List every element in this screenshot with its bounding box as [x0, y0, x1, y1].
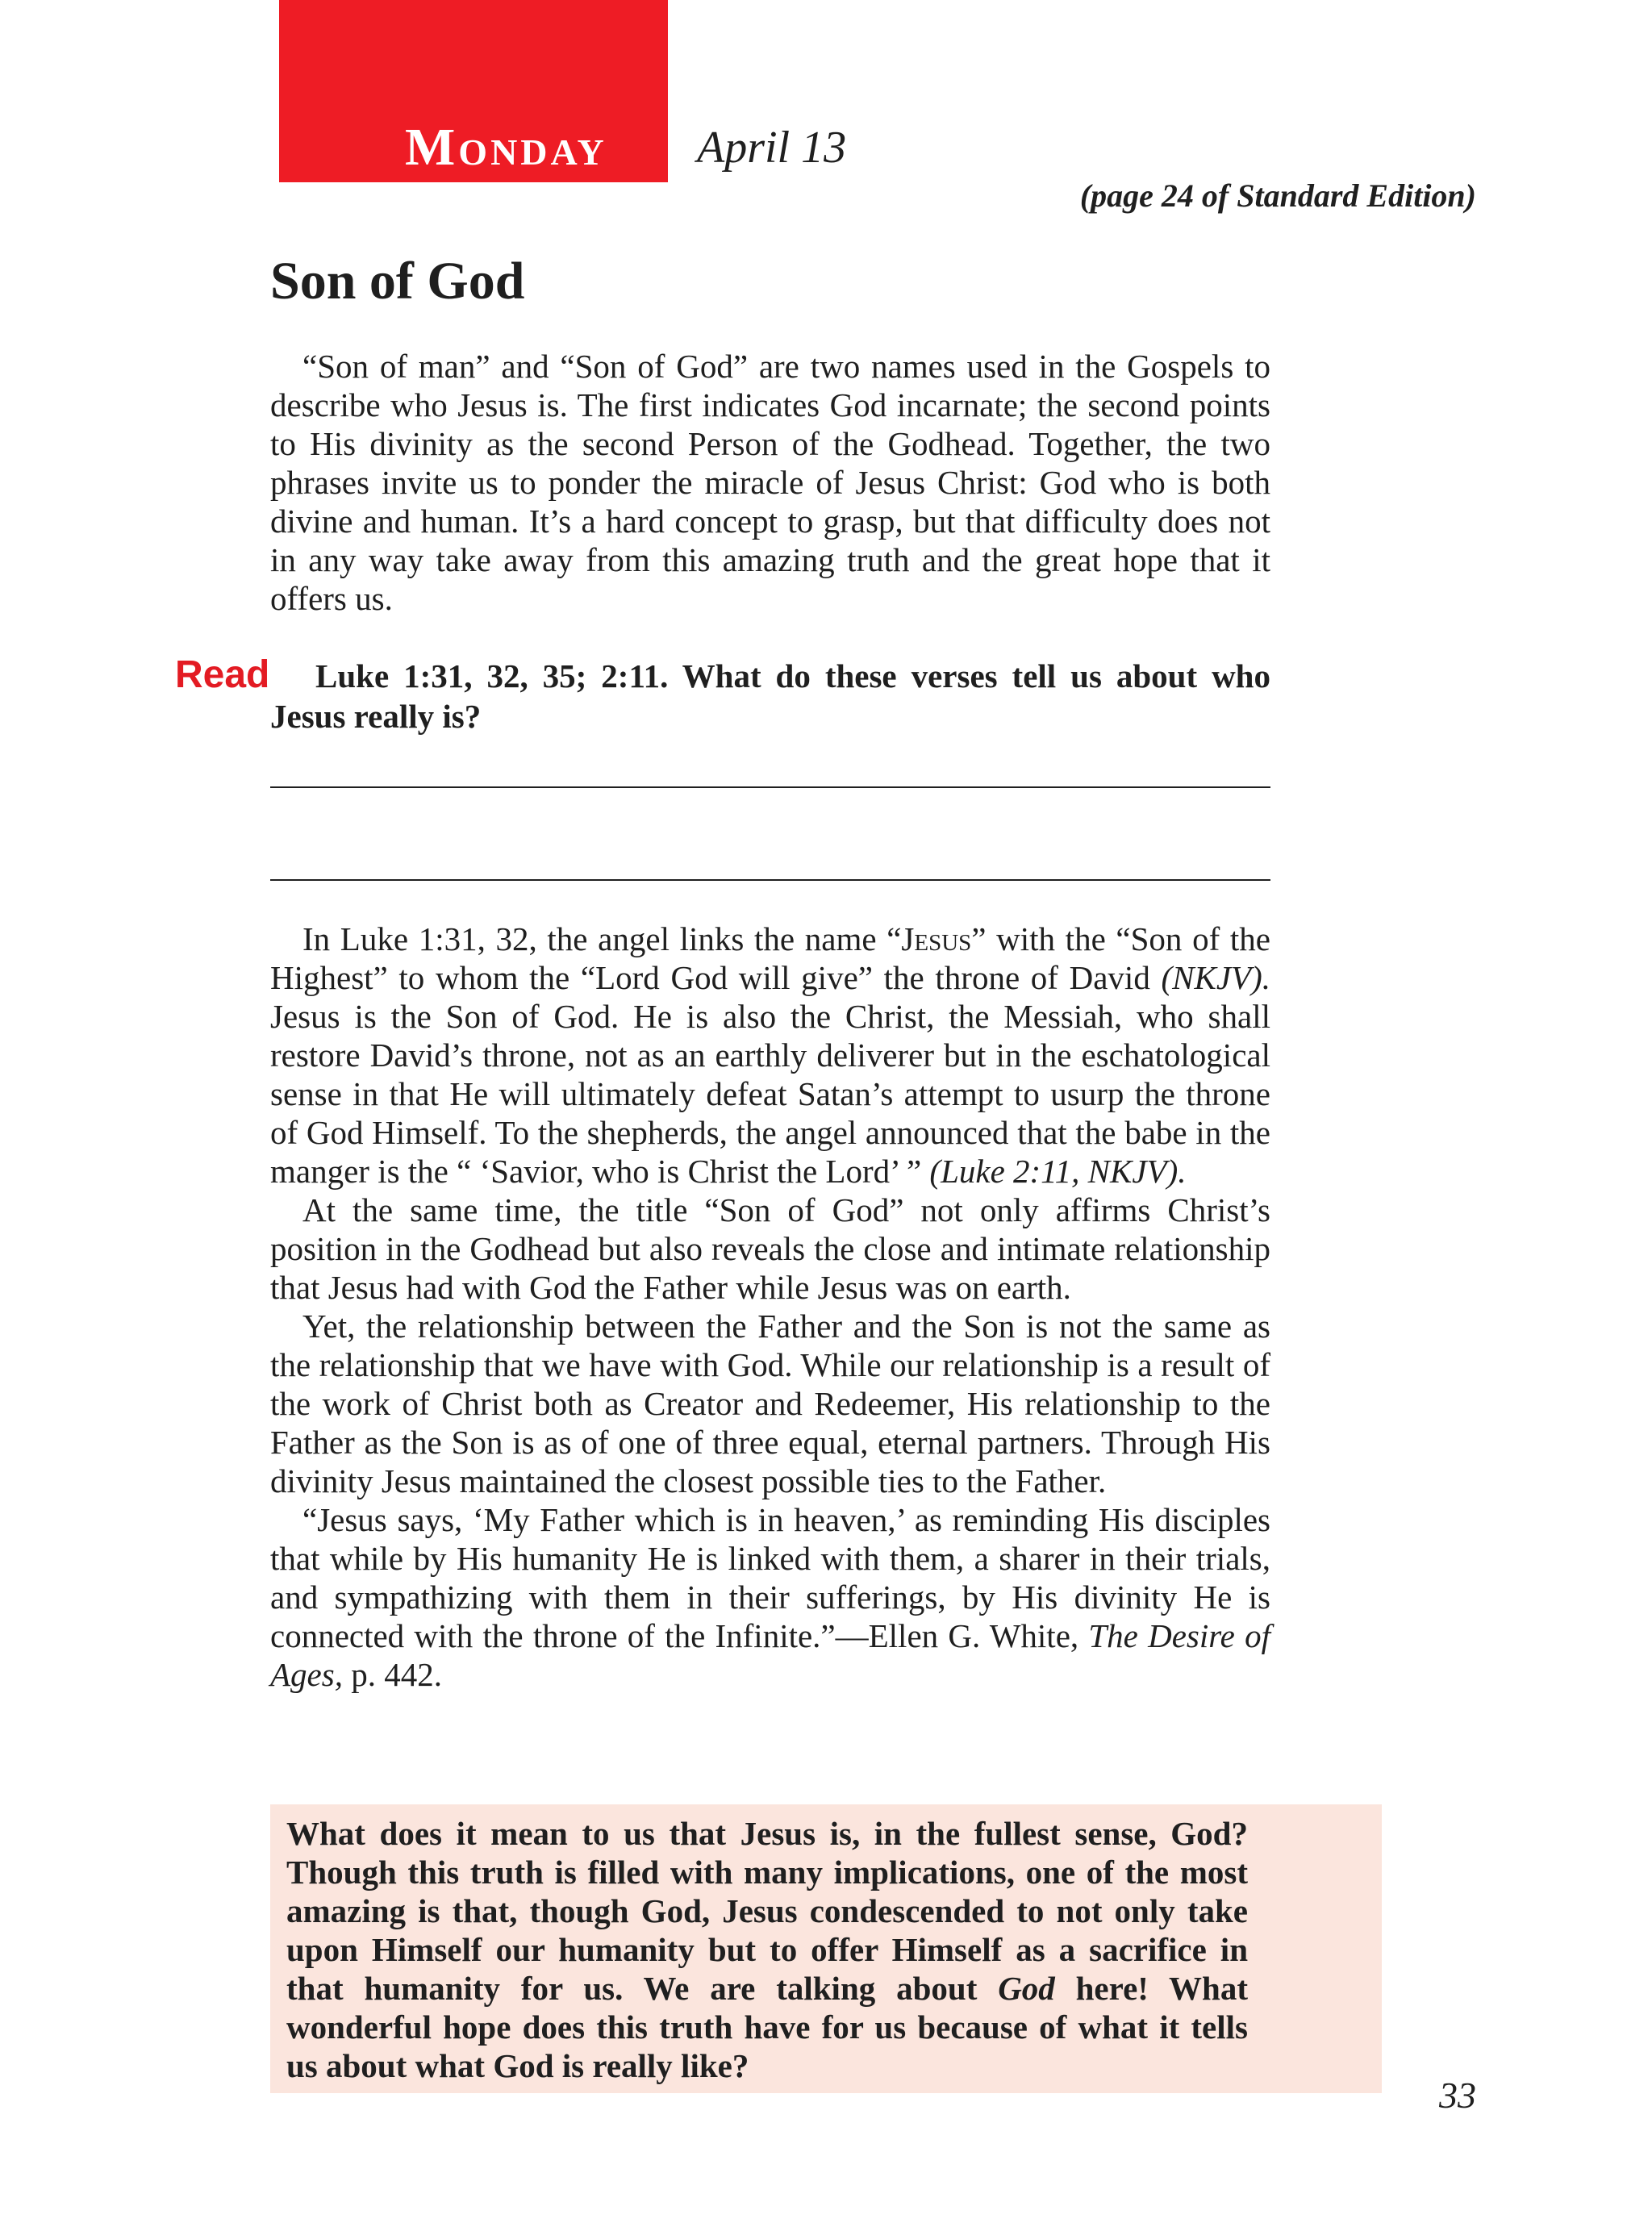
- read-label: Read: [175, 653, 270, 696]
- intro-paragraph: “Son of man” and “Son of God” are two names used in the Gospels to describe who Jesus is. The first indicates God incarnate; the second points to His divinity as the second Person of the Godhead. Together, the two phrases invite us to ponder the miracle of Jesus Christ: God who is both divine and human. It’s a hard concept to grasp, but that difficulty does not in any way take away from this amazing truth and the great hope that it offers us.: [270, 348, 1270, 617]
- lesson-date: April 13: [697, 123, 847, 173]
- lesson-title: Son of God: [270, 252, 525, 311]
- day-name: Monday: [405, 118, 607, 177]
- main-text: [270, 920, 1270, 1694]
- answer-line[interactable]: [270, 786, 1270, 788]
- answer-line[interactable]: [270, 879, 1270, 881]
- paragraph-title: At the same time, the title “Son of God” not only affirms Christ’s position in the Godhead but also reveals the close and intimate relationship that Jesus had with God the Father while Jesus was on earth.: [270, 1191, 1270, 1306]
- edition-note: (page 24 of Standard Edition): [1079, 177, 1476, 214]
- paragraph-relationship: Yet, the relationship between the Father and the Son is not the same as the relationship that we have with God. While our relationship is a result of the work of Christ both as Creator and Redeemer, His relationship to the Father as the Son is as of one of three equal, eternal partners. Through His divinity Jesus maintained the closest possible ties to the Father.: [270, 1308, 1270, 1499]
- paragraph-quote: “Jesus says, ‘My Father which is in heaven,’ as reminding His disciples that while by His humanity He is linked with them, a sharer in their trials, and sympathizing with them in their sufferings, by His divinity He is connected with the throne of the Infinite.”—Ellen G. White, The Desire of Ages, p. 442.: [270, 1501, 1271, 1693]
- read-prompt: [175, 653, 1270, 736]
- paragraph-luke: In Luke 1:31, 32, the angel links the name “Jesus” with the “Son of the Highest” to whom the “Lord God will give” the throne of David (NKJV). Jesus is the Son of God. He is also the Christ, the Messiah, who shall restore David’s throne, not as an earthly deliverer but in the eschatological sense in that He will ultimately defeat Satan’s attempt to usurp the throne of God Himself. To the shepherds, the angel announced that the babe in the manger is the “ ‘Savior, who is Christ the Lord’ ” (Luke 2:11, NKJV).: [270, 920, 1270, 1190]
- intro-section: [270, 347, 1270, 618]
- discussion-callout: [270, 1804, 1382, 2093]
- callout-text: What does it mean to us that Jesus is, in the fullest sense, God? Though this truth is filled with many implications, one of the most amazing is that, though God, Jesus condescended to not only take upon Himself our humanity but to offer Himself as a sacrifice in that humanity for us. We are talking about God here! What wonderful hope does this truth have for us because of what it tells us about what God is really like?: [286, 1815, 1248, 2084]
- read-question: Luke 1:31, 32, 35; 2:11. What do these verses tell us about who Jesus really is?: [270, 657, 1270, 735]
- jesus-small-caps: Jesus: [901, 920, 972, 957]
- page-number: 33: [1439, 2075, 1476, 2116]
